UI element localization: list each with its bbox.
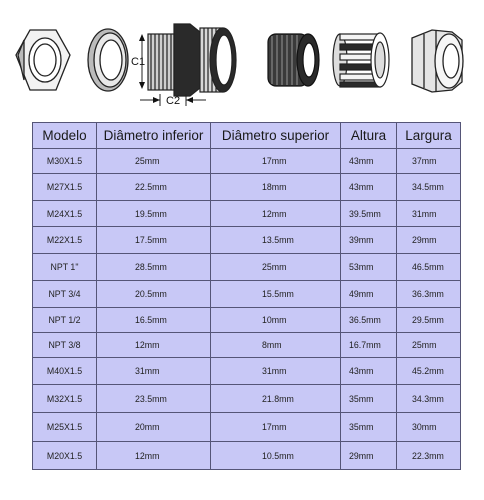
- cell-altura: 35mm: [341, 413, 397, 442]
- cell-diametro-superior: 17mm: [211, 413, 341, 442]
- cell-diametro-inferior: 19.5mm: [97, 201, 211, 227]
- threaded-body-icon: [139, 24, 236, 106]
- cell-altura: 43mm: [341, 174, 397, 201]
- cell-diametro-inferior: 12mm: [97, 442, 211, 470]
- table-row: [33, 149, 461, 174]
- table-row: [33, 281, 461, 308]
- cell-diametro-superior: 12mm: [211, 201, 341, 227]
- table-row: [33, 308, 461, 333]
- cell-modelo: M20X1.5: [33, 442, 97, 470]
- cell-altura: 35mm: [341, 385, 397, 413]
- cell-altura: 16.7mm: [341, 333, 397, 358]
- cell-largura: 45.2mm: [397, 358, 461, 385]
- table-row: [33, 174, 461, 201]
- cell-largura: 31mm: [397, 201, 461, 227]
- cell-diametro-superior: 10.5mm: [211, 442, 341, 470]
- cell-diametro-superior: 15.5mm: [211, 281, 341, 308]
- cell-diametro-superior: 8mm: [211, 333, 341, 358]
- cell-diametro-inferior: 20mm: [97, 413, 211, 442]
- cell-diametro-inferior: 12mm: [97, 333, 211, 358]
- dimension-c2-label: C2: [166, 95, 181, 107]
- cell-diametro-superior: 25mm: [211, 254, 341, 281]
- table-row: [33, 442, 461, 470]
- cell-altura: 29mm: [341, 442, 397, 470]
- locknut-icon: [16, 30, 70, 90]
- seal-ring-icon: [88, 29, 128, 91]
- cell-modelo: NPT 3/4: [33, 281, 97, 308]
- cell-largura: 29.5mm: [397, 308, 461, 333]
- cell-diametro-inferior: 25mm: [97, 149, 211, 174]
- cell-diametro-superior: 10mm: [211, 308, 341, 333]
- table-row: [33, 413, 461, 442]
- cell-modelo: NPT 1": [33, 254, 97, 281]
- cell-diametro-inferior: 17.5mm: [97, 227, 211, 254]
- cable-gland-parts-illustration: [0, 0, 484, 115]
- cell-modelo: M32X1.5: [33, 385, 97, 413]
- table-row: [33, 254, 461, 281]
- cell-diametro-superior: 18mm: [211, 174, 341, 201]
- cell-altura: 49mm: [341, 281, 397, 308]
- cell-modelo: M40X1.5: [33, 358, 97, 385]
- table-header-row: [33, 123, 461, 149]
- cell-largura: 29mm: [397, 227, 461, 254]
- cell-largura: 25mm: [397, 333, 461, 358]
- cable-gland-spec-table: [32, 122, 461, 470]
- col-header-modelo: Modelo: [33, 123, 97, 149]
- cell-modelo: NPT 3/8: [33, 333, 97, 358]
- table-row: [33, 333, 461, 358]
- cell-altura: 53mm: [341, 254, 397, 281]
- cell-modelo: NPT 1/2: [33, 308, 97, 333]
- cell-largura: 36.3mm: [397, 281, 461, 308]
- col-header-altura: Altura: [341, 123, 397, 149]
- cell-diametro-inferior: 16.5mm: [97, 308, 211, 333]
- col-header-diametro-superior: Diâmetro superior: [211, 123, 341, 149]
- cell-largura: 22.3mm: [397, 442, 461, 470]
- col-header-diametro-inferior: Diâmetro inferior: [97, 123, 211, 149]
- cell-altura: 39mm: [341, 227, 397, 254]
- split-cage-icon: [333, 33, 389, 87]
- cell-largura: 37mm: [397, 149, 461, 174]
- cell-diametro-inferior: 31mm: [97, 358, 211, 385]
- cell-modelo: M24X1.5: [33, 201, 97, 227]
- cell-diametro-superior: 21.8mm: [211, 385, 341, 413]
- cell-largura: 30mm: [397, 413, 461, 442]
- cell-diametro-superior: 31mm: [211, 358, 341, 385]
- cell-diametro-inferior: 20.5mm: [97, 281, 211, 308]
- cell-modelo: M30X1.5: [33, 149, 97, 174]
- cell-diametro-superior: 17mm: [211, 149, 341, 174]
- cell-largura: 46.5mm: [397, 254, 461, 281]
- cell-modelo: M22X1.5: [33, 227, 97, 254]
- cell-altura: 39.5mm: [341, 201, 397, 227]
- table-row: [33, 201, 461, 227]
- dimension-c1-label: C1: [131, 56, 146, 68]
- cell-modelo: M25X1.5: [33, 413, 97, 442]
- claw-insert-icon: [268, 34, 319, 86]
- cell-largura: 34.5mm: [397, 174, 461, 201]
- dome-cap-nut-icon: [412, 30, 463, 92]
- cell-altura: 43mm: [341, 149, 397, 174]
- cell-diametro-inferior: 23.5mm: [97, 385, 211, 413]
- col-header-largura: Largura: [397, 123, 461, 149]
- cell-altura: 43mm: [341, 358, 397, 385]
- cell-largura: 34.3mm: [397, 385, 461, 413]
- cell-diametro-superior: 13.5mm: [211, 227, 341, 254]
- table-row: [33, 227, 461, 254]
- cell-diametro-inferior: 28.5mm: [97, 254, 211, 281]
- table-row: [33, 385, 461, 413]
- cell-altura: 36.5mm: [341, 308, 397, 333]
- cell-modelo: M27X1.5: [33, 174, 97, 201]
- cell-diametro-inferior: 22.5mm: [97, 174, 211, 201]
- table-row: [33, 358, 461, 385]
